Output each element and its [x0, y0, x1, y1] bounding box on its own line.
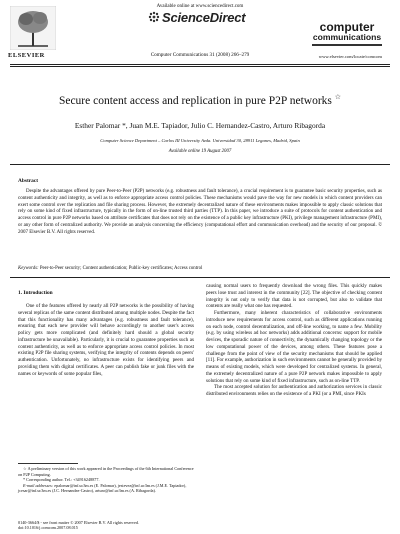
intro-paragraph-1-cont: causing normal users to frequently download the wrong files. This quickly makes peers lose trust and interest in the community [22]. The objective of checking content integrity is not only to verify that data is not corrupted, but also to validate that contents are really what one has requested.: [206, 283, 382, 310]
intro-paragraph-3: The most accepted solution for authentication and authorization services in classic distributed environments relies on the existence of a PKI (or a PMI, since PKIs: [206, 384, 382, 397]
email-addresses[interactable]: epalomar@inf.uc3m.es (E. Palomar), jestevez@inf.uc3m.es (J.M.E. Tapiador), jcesar@inf.uc3m.es (J.C. Hernandez-Castro), arturo@inf.uc3m.es (A. Ribagorda).: [18, 482, 187, 494]
journal-logo-line2: communications: [312, 32, 382, 42]
keywords-label: Keywords:: [18, 266, 39, 271]
doi-line[interactable]: doi:10.1016/j.comcom.2007.08.015: [18, 525, 78, 531]
keywords-text: Peer-to-Peer security; Content authentication; Public-key certificates; Access control: [39, 266, 203, 271]
abstract-top-rule: [10, 164, 390, 165]
keywords-line: [18, 266, 382, 271]
footnote-corresponding: * Corresponding author. Tel.: +34916248877.: [23, 477, 100, 483]
abstract-heading: Abstract: [18, 178, 39, 184]
available-online-text: Available online at www.sciencedirect.com: [156, 4, 244, 9]
email-label: E-mail addresses:: [23, 482, 54, 488]
abstract-body: Despite the advantages offered by pure Peer-to-Peer (P2P) networks (e.g. robustness and fault tolerance), a crucial requirement is to guarantee basic security properties, such as content authenticity and integrity, as well as to enforce appropriate access control policies. These mechanisms would pave the way for new models in which content providers can exert some control over the replication and file sharing process. However, the extremely decentralized nature of these environments makes impossible to apply classic solutions that rely on some kind of fixed infrastructure, typically in the form of on-line trusted third parties (TTP). In this paper, we introduce a suite of protocols for content authentication and access control in pure P2P networks based on attribute certificates that does not rely on the existence of a public key infrastructure (PKI), privilege management infrastructure (PMI), or any other form of centralized authority. We provide an analysis concerning the efficiency (computational effort and communication overhead) and the security of our proposal. © 2007 Elsevier B.V. All rights reserved.: [18, 189, 382, 235]
footnote-preliminary: ☆ A preliminary version of this work appeared in the Proceedings of the 6th International Conference on P2P Computing.: [18, 466, 194, 477]
header-rule: [10, 64, 390, 65]
header-rule-thin: [10, 66, 390, 67]
footnote-emails: [18, 483, 194, 494]
intro-paragraph-2: Furthermore, many inherent characteristics of collaborative environments introduce new requirements for access control, such as different applications running on each node, control decentralization, and off-line working, to name a few. Mobility (e.g. by using wireless ad hoc networks) adds additional concerns: support for mobile devices, the sporadic nature of connectivity, the dynamically changing topology or the low computational power of the devices, among others. These features pose a challenge from the point of view of the security mechanisms that should be applied [11]. For example, authorization in such environments cannot be generally provided by means of existing models, which were developed for centralized systems. In general, the extremely decentralized nature of a pure P2P network makes impossible to apply solutions that rely on some kind of fixed infrastructure, such as on-line TTP.: [206, 310, 382, 384]
section-heading-introduction: 1. Introduction: [18, 290, 53, 296]
affiliation: Computer Science Department – Carlos III University Avda. Universidad 30, 28911 Leganes, Madrid, Spain: [100, 138, 300, 143]
sciencedirect-logo: [140, 10, 270, 26]
publication-meta: [18, 520, 218, 531]
intro-paragraph-1: One of the features offered by nearly all P2P networks is the possibility of having several replicas of the same content distributed among multiple nodes. Despite the fact that this functionality has many advantages (e.g. robustness and fault tolerance), ensuring that each new provider will behave accordingly to another user's access policy gets more complicated (and definitely hard should a global security infrastructure be unavailable). Particularly, it is crucial to guarantee properties such as content authenticity, as well as to enforce appropriate access control policies. In most existing P2P file sharing systems, verifying the integrity of contents depends on peers' authentication. Unfortunately, no infrastructure exists for identifying peers and providing them with digital certificates. A peer can publish fake or junk files with the names or keywords of some popular files,: [18, 303, 194, 377]
footnotes: [18, 466, 194, 494]
sciencedirect-wordmark: ScienceDirect: [162, 10, 246, 25]
author-list: Esther Palomar *, Juan M.E. Tapiador, Julio C. Hernandez-Castro, Arturo Ribagorda: [74, 121, 326, 130]
article-title-text: Secure content access and replication in pure P2P networks: [58, 94, 332, 107]
journal-reference: Computer Communications 31 (2008) 266–279: [150, 52, 250, 58]
journal-logo: [312, 22, 382, 46]
title-footnote-mark[interactable]: ☆: [334, 93, 342, 101]
footnote-rule: [18, 463, 78, 464]
right-column: [206, 283, 382, 398]
article-title: [20, 93, 380, 107]
left-column: [18, 303, 194, 377]
elsevier-tree-logo: [10, 6, 56, 50]
publisher-name: ELSEVIER: [8, 52, 45, 59]
sciencedirect-icon: [148, 11, 160, 23]
journal-logo-line1: computer: [319, 20, 375, 34]
abstract-bottom-rule: [10, 277, 390, 278]
issn-line: 0140-3664/$ - see front matter © 2007 Elsevier B.V. All rights reserved.: [18, 520, 140, 525]
available-date: Available online 19 August 2007: [168, 149, 232, 154]
journal-url[interactable]: www.elsevier.com/locate/comcom: [318, 54, 382, 59]
